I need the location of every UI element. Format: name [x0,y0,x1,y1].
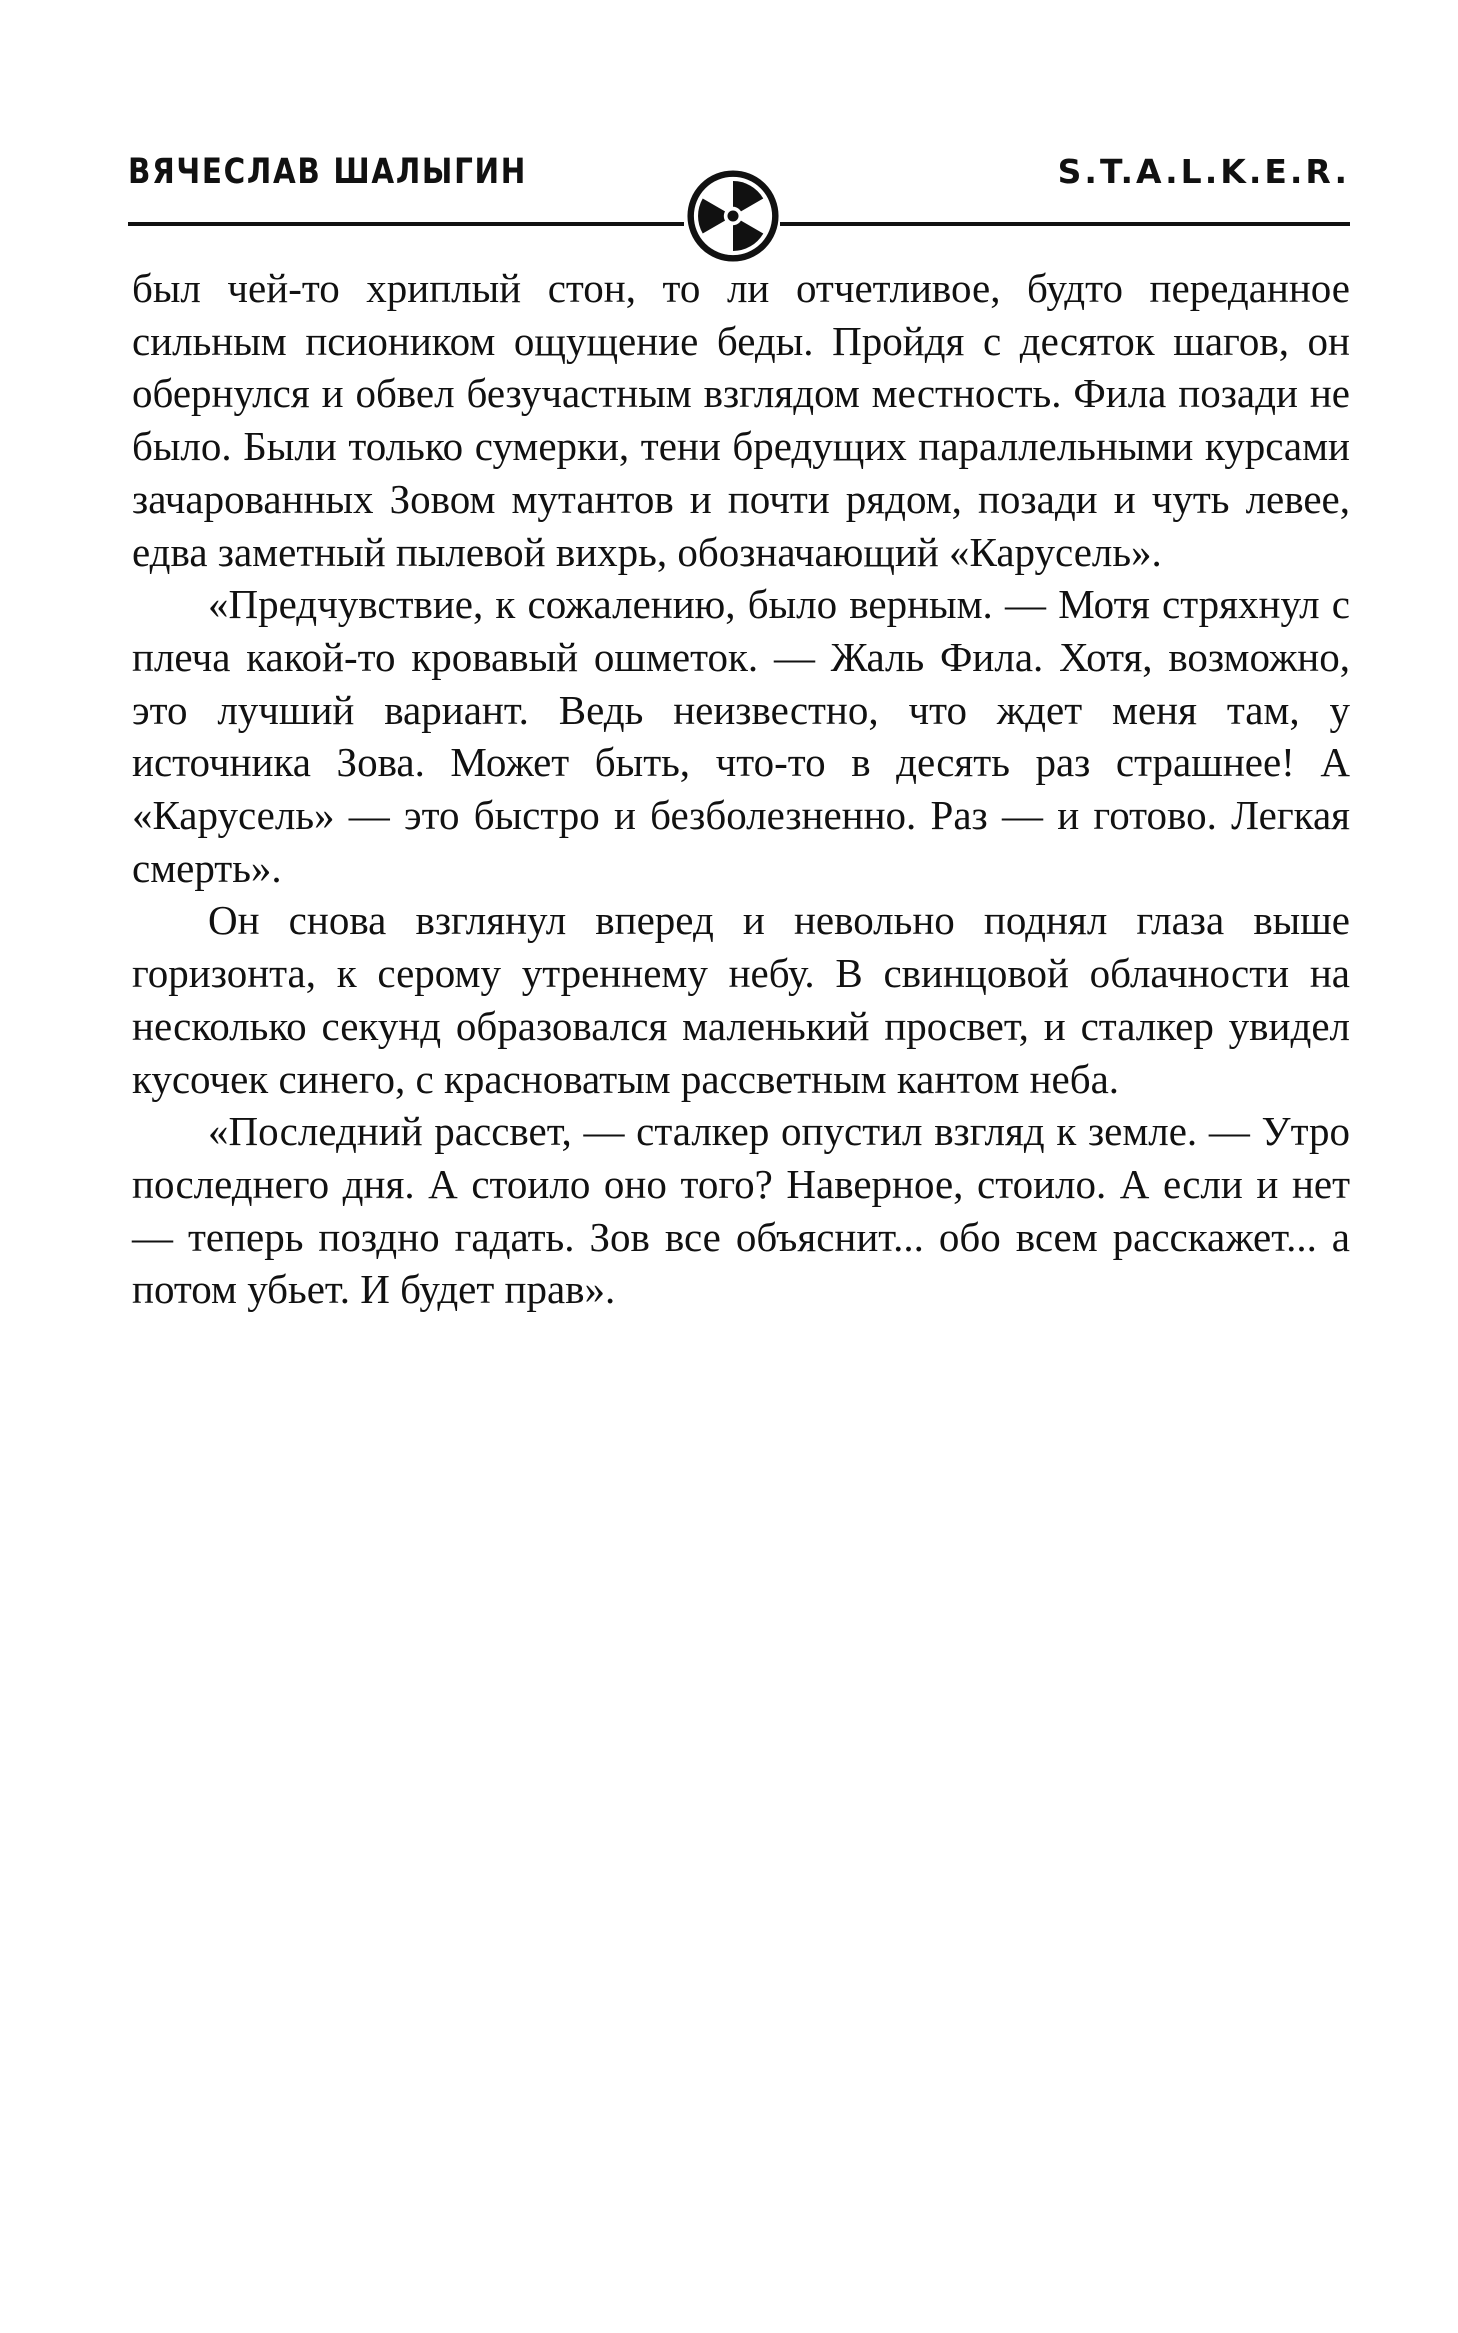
header-rule-right [780,222,1350,226]
paragraph: «Последний рассвет, — сталкер опустил взгляд к земле. — Утро последнего дня. А стоило оно того? Наверное, стоило. А если и нет — теперь поздно гадать. Зов все объяснит... обо всем расскажет... а потом убьет. И будет прав». [132,1108,1350,1313]
paragraph: Он снова взглянул вперед и невольно поднял глаза выше горизонта, к серому утреннему небу. В свинцовой облачности на несколько секунд образовался маленький просвет, и сталкер увидел кусочек синего, с красноватым рассветным кантом неба. [132,897,1350,1102]
author-name: ВЯЧЕСЛАВ ШАЛЫГИН [128,152,528,192]
page-body [132,262,1350,1316]
series-title: S.T.A.L.K.E.R. [1057,152,1350,191]
paragraph: «Предчувствие, к сожалению, было верным. — Мотя стряхнул с плеча какой-то кровавый ошметок. — Жаль Фила. Хотя, возможно, это лучший вариант. Ведь неизвестно, что ждет меня там, у источника Зова. Может быть, что-то в десять раз страшнее! А «Карусель» — это быстро и безболезненно. Раз — и готово. Легкая смерть». [132,581,1350,891]
paragraph-continued: был чей-то хриплый стон, то ли отчетливое, будто переданное сильным псиоником ощущение беды. Пройдя с десяток шагов, он обернулся и обвел безучастным взглядом местность. Фила позади не было. Были только сумерки, тени бредущих параллельными курсами зачарованных Зовом мутантов и почти рядом, позади и чуть левее, едва заметный пылевой вихрь, обозначающий «Карусель». [132,265,1350,575]
header-rule-left [128,222,684,226]
running-header [128,150,1350,240]
radiation-trefoil-icon [687,170,779,262]
